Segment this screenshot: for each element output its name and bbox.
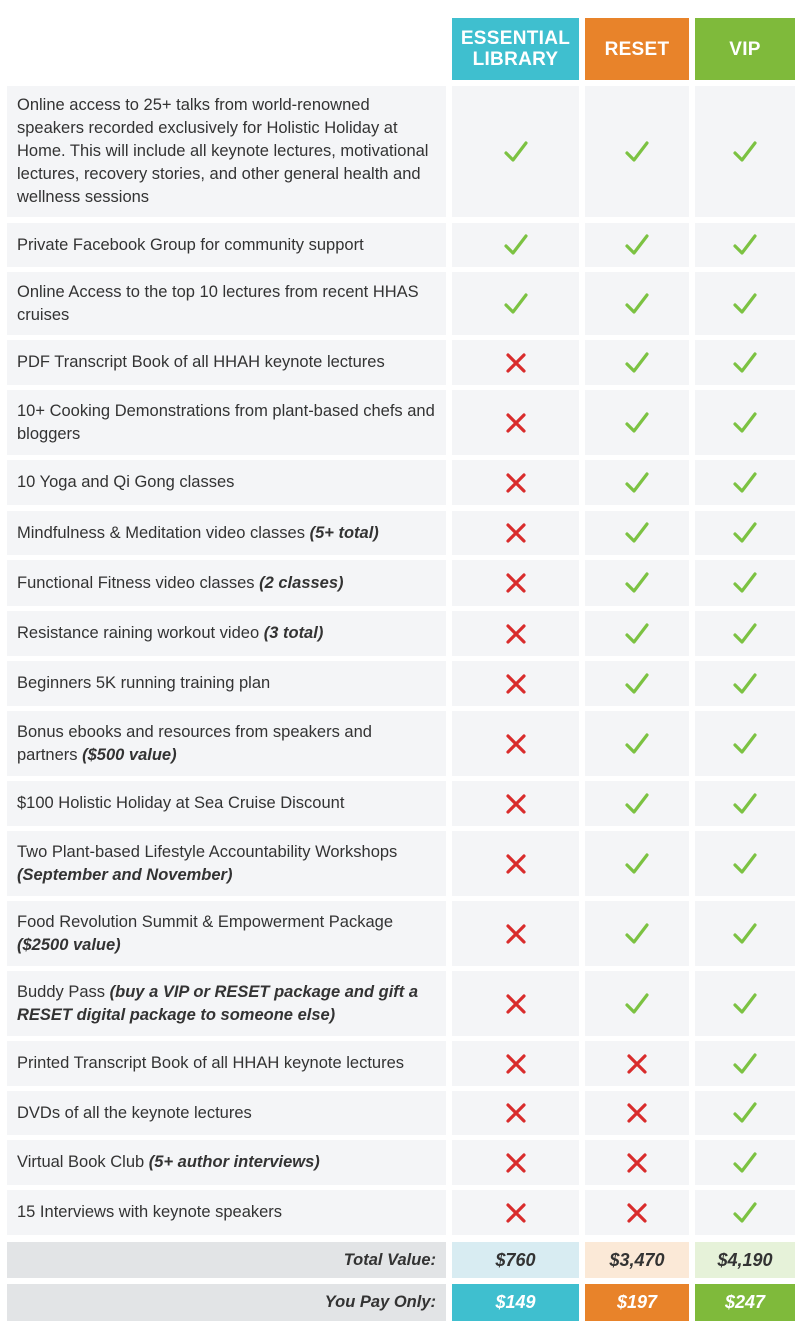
check-icon	[732, 621, 758, 647]
cross-icon	[503, 851, 529, 877]
check-icon	[624, 991, 650, 1017]
check-icon	[624, 232, 650, 258]
feature-cell-vip	[695, 1041, 795, 1086]
feature-row	[0, 560, 800, 606]
feature-row	[0, 1041, 800, 1086]
feature-cell-reset	[585, 1140, 689, 1185]
feature-cell-essential	[452, 86, 579, 217]
feature-cell-essential	[452, 460, 579, 505]
cross-icon	[503, 1200, 529, 1226]
feature-row	[0, 831, 800, 896]
cross-icon	[503, 1100, 529, 1126]
feature-row	[0, 901, 800, 966]
feature-note: (buy a VIP or RESET package and gift a RESET digital package to someone else)	[17, 982, 419, 1024]
feature-cell-essential	[452, 1140, 579, 1185]
feature-label	[7, 1091, 446, 1135]
feature-cell-essential	[452, 223, 579, 267]
check-icon	[624, 291, 650, 317]
feature-cell-essential	[452, 661, 579, 706]
feature-text: Online access to 25+ talks from world-renowned speakers recorded exclusively for Holistic Holiday at Home. This will include all keynote lectures, motivational lectures, recovery stories, and other general health and wellness sessions	[17, 96, 429, 206]
feature-row	[0, 661, 800, 706]
feature-row	[0, 223, 800, 267]
feature-note: ($2500 value)	[17, 935, 121, 954]
feature-cell-vip	[695, 460, 795, 505]
feature-cell-reset	[585, 711, 689, 776]
feature-cell-essential	[452, 1190, 579, 1235]
feature-cell-essential	[452, 1041, 579, 1086]
feature-label	[7, 223, 446, 267]
feature-cell-vip	[695, 1190, 795, 1235]
feature-row	[0, 460, 800, 505]
feature-row	[0, 390, 800, 455]
feature-cell-reset	[585, 1041, 689, 1086]
cross-icon	[503, 1150, 529, 1176]
total-value-reset: $3,470	[585, 1242, 689, 1278]
feature-note: (September and November)	[17, 865, 233, 884]
feature-cell-reset	[585, 560, 689, 606]
feature-cell-reset	[585, 223, 689, 267]
cross-icon	[503, 410, 529, 436]
cross-icon	[503, 731, 529, 757]
cross-icon	[503, 991, 529, 1017]
check-icon	[732, 791, 758, 817]
feature-note: (5+ author interviews)	[148, 1153, 320, 1171]
plan-header-vip	[695, 18, 795, 80]
you-pay-label: You Pay Only:	[7, 1284, 446, 1321]
feature-cell-reset	[585, 86, 689, 217]
cross-icon	[503, 520, 529, 546]
check-icon	[732, 991, 758, 1017]
feature-label	[7, 511, 446, 555]
feature-cell-reset	[585, 1190, 689, 1235]
feature-cell-essential	[452, 272, 579, 335]
plan-header-reset	[585, 18, 689, 80]
feature-cell-vip	[695, 831, 795, 896]
check-icon	[624, 350, 650, 376]
cross-icon	[503, 350, 529, 376]
check-icon	[732, 410, 758, 436]
check-icon	[624, 791, 650, 817]
feature-label	[7, 1140, 446, 1185]
feature-row	[0, 781, 800, 826]
feature-row	[0, 611, 800, 656]
feature-label	[7, 86, 446, 217]
feature-text: Mindfulness & Meditation video classes	[17, 523, 305, 542]
check-icon	[624, 470, 650, 496]
feature-text: 10+ Cooking Demonstrations from plant-based chefs and bloggers	[17, 401, 435, 443]
check-icon	[732, 291, 758, 317]
check-icon	[732, 570, 758, 596]
feature-cell-essential	[452, 711, 579, 776]
feature-cell-vip	[695, 1091, 795, 1135]
feature-cell-vip	[695, 901, 795, 966]
feature-label	[7, 1190, 446, 1235]
feature-label	[7, 390, 446, 455]
feature-text: Beginners 5K running training plan	[17, 674, 271, 692]
price-vip: $247	[695, 1284, 795, 1321]
check-icon	[732, 1100, 758, 1126]
feature-label	[7, 711, 446, 776]
feature-text: Resistance raining workout video	[17, 624, 260, 642]
feature-cell-essential	[452, 390, 579, 455]
cross-icon	[624, 1100, 650, 1126]
feature-cell-reset	[585, 340, 689, 385]
check-icon	[732, 671, 758, 697]
feature-row	[0, 1091, 800, 1135]
feature-cell-vip	[695, 781, 795, 826]
feature-text: Functional Fitness video classes	[17, 573, 255, 592]
feature-text: PDF Transcript Book of all HHAH keynote lectures	[17, 353, 385, 371]
feature-text: 15 Interviews with keynote speakers	[17, 1203, 283, 1221]
feature-cell-vip	[695, 971, 795, 1036]
check-icon	[503, 232, 529, 258]
check-icon	[732, 921, 758, 947]
feature-cell-vip	[695, 560, 795, 606]
check-icon	[624, 621, 650, 647]
feature-row	[0, 511, 800, 555]
feature-row	[0, 272, 800, 335]
feature-cell-reset	[585, 971, 689, 1036]
feature-text: Printed Transcript Book of all HHAH keynote lectures	[17, 1054, 405, 1072]
feature-text: 10 Yoga and Qi Gong classes	[17, 473, 235, 491]
check-icon	[732, 1051, 758, 1077]
check-icon	[624, 671, 650, 697]
feature-label	[7, 661, 446, 706]
feature-row	[0, 86, 800, 217]
cross-icon	[503, 671, 529, 697]
feature-label	[7, 560, 446, 606]
cross-icon	[503, 570, 529, 596]
cross-icon	[503, 621, 529, 647]
check-icon	[624, 851, 650, 877]
feature-cell-vip	[695, 511, 795, 555]
cross-icon	[624, 1051, 650, 1077]
feature-cell-essential	[452, 781, 579, 826]
cross-icon	[503, 921, 529, 947]
feature-cell-vip	[695, 711, 795, 776]
feature-note: ($500 value)	[82, 745, 177, 764]
feature-cell-vip	[695, 223, 795, 267]
feature-text: Buddy Pass	[17, 982, 106, 1001]
feature-label	[7, 340, 446, 385]
cross-icon	[503, 1051, 529, 1077]
feature-cell-reset	[585, 831, 689, 896]
feature-label	[7, 781, 446, 826]
check-icon	[624, 139, 650, 165]
feature-cell-essential	[452, 971, 579, 1036]
feature-text: Private Facebook Group for community support	[17, 235, 364, 254]
feature-cell-essential	[452, 611, 579, 656]
feature-cell-reset	[585, 661, 689, 706]
feature-cell-reset	[585, 390, 689, 455]
check-icon	[732, 232, 758, 258]
feature-text: Bonus ebooks and resources from speakers and partners	[17, 722, 372, 764]
feature-row	[0, 1190, 800, 1235]
check-icon	[624, 520, 650, 546]
cross-icon	[503, 791, 529, 817]
check-icon	[732, 520, 758, 546]
feature-cell-essential	[452, 901, 579, 966]
feature-text: Virtual Book Club	[17, 1153, 145, 1171]
feature-cell-vip	[695, 1140, 795, 1185]
feature-cell-reset	[585, 1091, 689, 1135]
feature-cell-reset	[585, 272, 689, 335]
check-icon	[732, 851, 758, 877]
plan-name-line1: ESSENTIAL	[460, 28, 571, 49]
feature-label	[7, 1041, 446, 1086]
check-icon	[732, 731, 758, 757]
feature-cell-vip	[695, 272, 795, 335]
feature-cell-vip	[695, 340, 795, 385]
check-icon	[732, 1150, 758, 1176]
plan-header-essential-library	[452, 18, 579, 80]
feature-text: DVDs of all the keynote lectures	[17, 1103, 252, 1122]
check-icon	[732, 470, 758, 496]
feature-cell-reset	[585, 781, 689, 826]
feature-label	[7, 460, 446, 505]
feature-label	[7, 901, 446, 966]
feature-text: Online Access to the top 10 lectures from recent HHAS cruises	[17, 282, 419, 324]
cross-icon	[624, 1200, 650, 1226]
total-value-row	[0, 1242, 800, 1278]
feature-label	[7, 611, 446, 656]
feature-cell-reset	[585, 511, 689, 555]
feature-cell-vip	[695, 390, 795, 455]
check-icon	[732, 350, 758, 376]
price-reset: $197	[585, 1284, 689, 1321]
cross-icon	[503, 470, 529, 496]
feature-cell-reset	[585, 611, 689, 656]
check-icon	[624, 921, 650, 947]
feature-row	[0, 971, 800, 1036]
cross-icon	[624, 1150, 650, 1176]
price-essential: $149	[452, 1284, 579, 1321]
feature-label	[7, 831, 446, 896]
plan-name-line1: RESET	[604, 38, 670, 60]
feature-text: Food Revolution Summit & Empowerment Package	[17, 912, 394, 931]
feature-text: Two Plant-based Lifestyle Accountability Workshops	[17, 842, 398, 861]
plan-name-line2: LIBRARY	[472, 49, 559, 70]
check-icon	[624, 731, 650, 757]
feature-cell-essential	[452, 1091, 579, 1135]
feature-cell-vip	[695, 661, 795, 706]
plan-name-line1: VIP	[729, 38, 761, 60]
you-pay-row	[0, 1284, 800, 1321]
check-icon	[503, 139, 529, 165]
feature-cell-reset	[585, 901, 689, 966]
total-value-label: Total Value:	[7, 1242, 446, 1278]
feature-note: (5+ total)	[309, 523, 379, 542]
feature-cell-reset	[585, 460, 689, 505]
feature-row	[0, 711, 800, 776]
feature-label	[7, 971, 446, 1036]
feature-note: (2 classes)	[259, 573, 344, 592]
check-icon	[732, 1200, 758, 1226]
check-icon	[624, 410, 650, 436]
feature-row	[0, 1140, 800, 1185]
feature-cell-vip	[695, 611, 795, 656]
total-value-essential: $760	[452, 1242, 579, 1278]
feature-cell-essential	[452, 511, 579, 555]
feature-note: (3 total)	[263, 624, 324, 642]
feature-text: $100 Holistic Holiday at Sea Cruise Discount	[17, 794, 345, 812]
feature-label	[7, 272, 446, 335]
check-icon	[503, 291, 529, 317]
total-value-vip: $4,190	[695, 1242, 795, 1278]
feature-cell-essential	[452, 340, 579, 385]
feature-cell-essential	[452, 831, 579, 896]
feature-cell-essential	[452, 560, 579, 606]
check-icon	[624, 570, 650, 596]
check-icon	[732, 139, 758, 165]
feature-cell-vip	[695, 86, 795, 217]
feature-row	[0, 340, 800, 385]
